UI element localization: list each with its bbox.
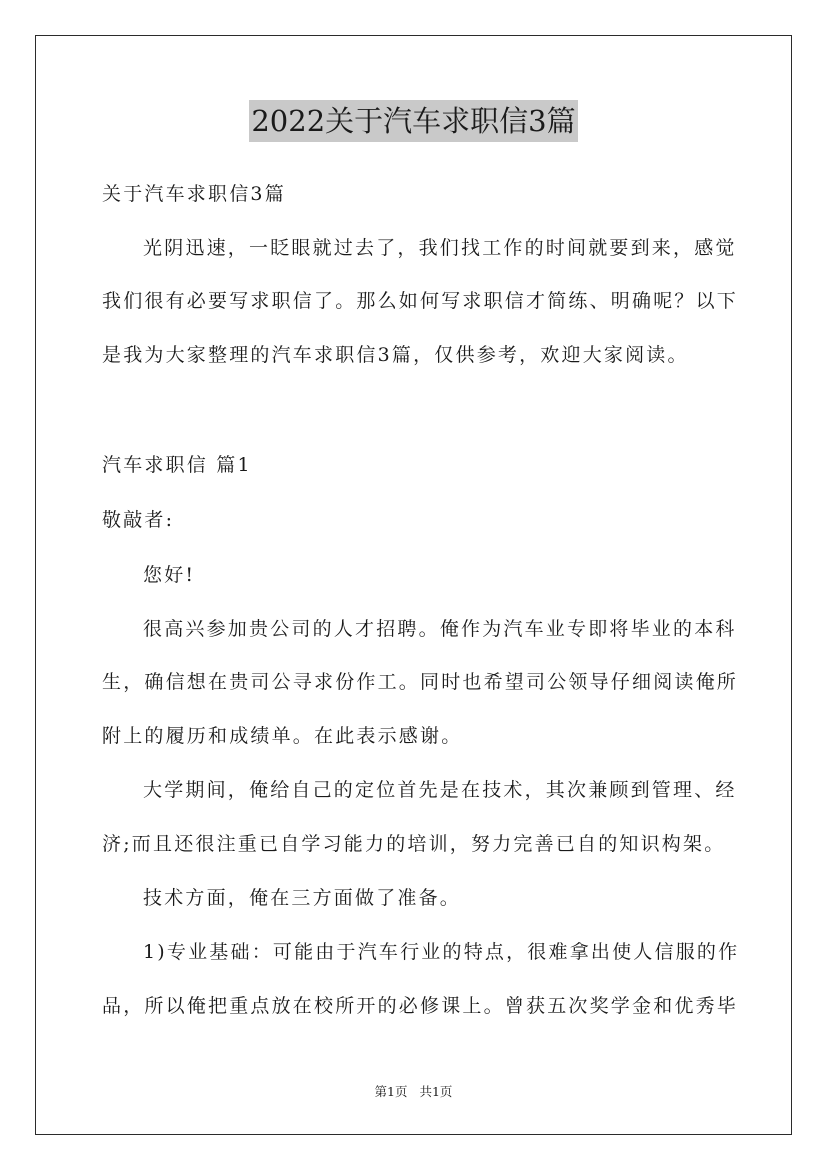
salutation-line: 敬敲者: xyxy=(102,509,175,531)
document-title: 2022关于汽车求职信3篇 xyxy=(249,100,577,142)
paragraph-line: 大学期间，俺给自己的定位首先是在技术，其次兼顾到管理、经 xyxy=(143,779,737,801)
paragraph-line: 济;而且还很注重已自学习能力的培训，努力完善已自的知识构架。 xyxy=(102,833,726,855)
section-heading: 汽车求职信 篇1 xyxy=(102,454,252,476)
paragraph-line: 光阴迅速，一眨眼就过去了，我们找工作的时间就要到来，感觉 xyxy=(143,237,737,259)
paragraph-line: 我们很有必要写求职信了。那么如何写求职信才简练、明确呢？以下 xyxy=(102,290,739,312)
paragraph-line: 生，确信想在贵司公寻求份作工。同时也希望司公领导仔细阅读俺所 xyxy=(102,671,739,693)
paragraph-line: 是我为大家整理的汽车求职信3篇，仅供参考，欢迎大家阅读。 xyxy=(102,344,689,366)
paragraph-line: 很高兴参加贵公司的人才招聘。俺作为汽车业专即将毕业的本科 xyxy=(143,618,737,640)
page-footer xyxy=(0,1083,827,1101)
page-number: 第1页 xyxy=(374,1084,408,1099)
paragraph-line: 技术方面，俺在三方面做了准备。 xyxy=(143,887,462,909)
greeting-line: 您好! xyxy=(143,564,196,586)
title-container xyxy=(0,100,827,142)
paragraph-line: 1)专业基础：可能由于汽车行业的特点，很难拿出使人信服的作 xyxy=(143,941,740,963)
subtitle-line: 关于汽车求职信3篇 xyxy=(102,183,286,205)
page-total: 共1页 xyxy=(419,1084,453,1099)
paragraph-line: 品，所以俺把重点放在校所开的必修课上。曾获五次奖学金和优秀毕 xyxy=(102,995,739,1017)
paragraph-line: 附上的履历和成绩单。在此表示感谢。 xyxy=(102,725,463,747)
